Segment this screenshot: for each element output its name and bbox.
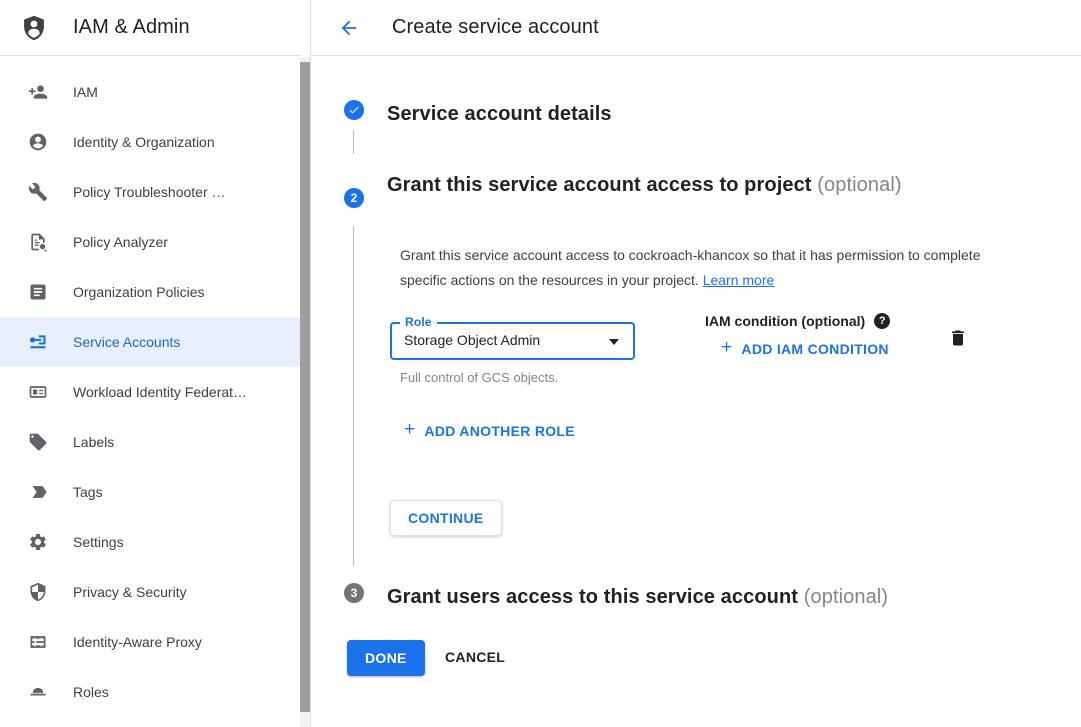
person-add-icon [28, 82, 48, 102]
sidebar-item-tags[interactable] [0, 467, 300, 517]
page-title: Create service account [392, 16, 599, 38]
role-helper-text: Full control of GCS objects. [400, 370, 559, 385]
role-field-label: Role [400, 315, 437, 329]
plus-icon: + [721, 337, 733, 358]
sidebar-item-privacy-security[interactable] [0, 567, 300, 617]
dropdown-arrow-icon [609, 339, 619, 345]
sidebar-item-label: Workload Identity Federat… [73, 384, 248, 400]
document-icon [28, 282, 48, 302]
roles-hat-icon [28, 682, 48, 702]
step1-indicator-completed [344, 100, 364, 120]
sidebar-item-label: Identity-Aware Proxy [73, 634, 202, 650]
sidebar-item-label: Tags [73, 484, 103, 500]
step2-indicator [344, 188, 364, 208]
sidebar-item-labels[interactable] [0, 417, 300, 467]
sidebar-item-roles[interactable] [0, 667, 300, 717]
continue-button[interactable]: CONTINUE [390, 500, 502, 536]
page-header [311, 0, 1081, 56]
gear-icon [28, 532, 48, 552]
back-button[interactable] [337, 16, 361, 40]
step2-description: Grant this service account access to cockroach-khancox so that it has permission to complete specific actions on the resources in your project. Learn more [400, 247, 981, 288]
sidebar-item-label: Organization Policies [73, 284, 205, 300]
plus-icon: + [404, 419, 416, 440]
role-select[interactable] [390, 315, 635, 360]
cancel-button[interactable]: CANCEL [445, 649, 506, 665]
sidebar-item-policy-analyzer[interactable] [0, 217, 300, 267]
shield-icon [28, 582, 48, 602]
service-account-key-icon [28, 332, 48, 352]
iam-admin-shield-icon [20, 13, 48, 43]
sidebar [0, 0, 300, 727]
sidebar-header [0, 0, 300, 56]
step2-number: 2 [350, 191, 358, 205]
sidebar-item-iam[interactable] [0, 67, 300, 117]
step3-title: Grant users access to this service account [387, 586, 799, 608]
sidebar-item-identity-organization[interactable] [0, 117, 300, 167]
help-icon[interactable]: ? [874, 313, 890, 329]
step3-number: 3 [350, 586, 358, 600]
step2-optional-label: (optional) [817, 174, 902, 196]
policy-analyzer-icon [28, 232, 48, 252]
sidebar-scrollbar-thumb[interactable] [300, 62, 310, 712]
sidebar-item-label: Policy Troubleshooter … [73, 184, 226, 200]
step3-optional-label: (optional) [803, 586, 889, 608]
sidebar-item-workload-identity-federation[interactable] [0, 367, 300, 417]
sidebar-item-policy-troubleshooter[interactable] [0, 167, 300, 217]
sidebar-item-label: Identity & Organization [73, 134, 215, 150]
delete-role-button[interactable] [948, 327, 968, 352]
sidebar-item-label: Roles [73, 684, 109, 700]
sidebar-scrollbar-track[interactable] [300, 57, 310, 727]
sidebar-item-settings[interactable] [0, 517, 300, 567]
sidebar-item-label: Policy Analyzer [73, 234, 168, 250]
iam-condition-label: IAM condition (optional) ? [705, 313, 890, 329]
tag-icon [28, 482, 48, 502]
trash-icon [948, 327, 968, 349]
step1-title: Service account details [387, 103, 612, 125]
sidebar-item-service-accounts[interactable] [0, 317, 300, 367]
sidebar-item-identity-aware-proxy[interactable] [0, 617, 300, 667]
product-title: IAM & Admin [73, 16, 190, 38]
wrench-icon [28, 182, 48, 202]
role-selected-value: Storage Object Admin [404, 332, 541, 348]
step3-indicator [344, 583, 364, 603]
step2-title: Grant this service account access to project [387, 174, 812, 196]
label-icon [28, 432, 48, 452]
account-circle-icon [28, 132, 48, 152]
step3-heading [387, 580, 1047, 614]
step2-heading [387, 168, 927, 202]
sidebar-item-label: Privacy & Security [73, 584, 187, 600]
sidebar-item-label: Settings [73, 534, 124, 550]
stepper-connector [353, 130, 354, 154]
sidebar-item-organization-policies[interactable] [0, 267, 300, 317]
sidebar-item-label: IAM [73, 84, 98, 100]
stepper-connector [353, 226, 354, 566]
badge-icon [28, 382, 48, 402]
check-icon [348, 104, 360, 116]
sidebar-item-label: Service Accounts [73, 334, 181, 350]
sidebar-item-label: Labels [73, 434, 115, 450]
proxy-icon [28, 632, 48, 652]
add-another-role-button[interactable]: + ADD ANOTHER ROLE [404, 419, 575, 440]
add-iam-condition-button[interactable]: + ADD IAM CONDITION [721, 337, 889, 358]
learn-more-link[interactable]: Learn more [702, 272, 775, 288]
main-panel [311, 0, 1081, 727]
done-button[interactable]: DONE [347, 640, 425, 676]
sidebar-nav [0, 56, 300, 717]
arrow-back-icon [338, 17, 360, 39]
